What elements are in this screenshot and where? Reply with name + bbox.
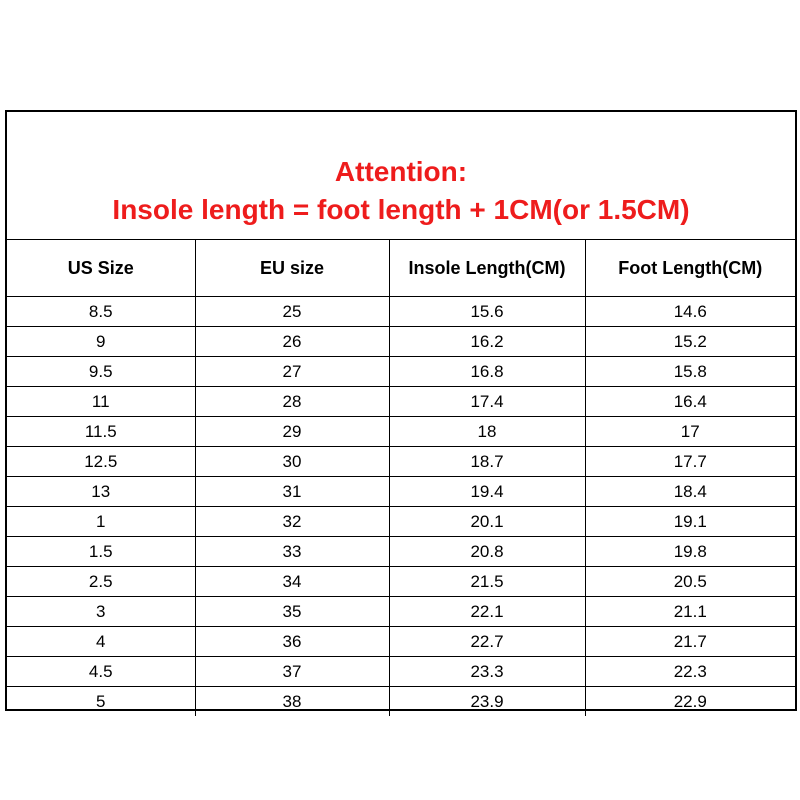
- size-chart: [5, 110, 797, 711]
- foot-length-cell: 18.4: [585, 477, 795, 507]
- insole-length-cell: 23.9: [389, 687, 585, 717]
- eu-size-cell: 28: [195, 387, 389, 417]
- eu-size-cell: 29: [195, 417, 389, 447]
- eu-size-cell: 34: [195, 567, 389, 597]
- insole-length-cell: 18: [389, 417, 585, 447]
- us-size-cell: 11.5: [7, 417, 195, 447]
- us-size-cell: 4: [7, 627, 195, 657]
- us-size-cell: 3: [7, 597, 195, 627]
- eu-size-cell: 32: [195, 507, 389, 537]
- eu-size-cell: 35: [195, 597, 389, 627]
- table-row: [7, 417, 795, 447]
- foot-length-cell: 22.9: [673, 691, 707, 711]
- table-row: [7, 537, 795, 567]
- eu-size-cell: 25: [195, 297, 389, 327]
- eu-size-cell: 36: [195, 627, 389, 657]
- eu-size-cell: 30: [195, 447, 389, 477]
- foot-length-cell: 22.3: [585, 657, 795, 687]
- insole-length-cell: 20.1: [389, 507, 585, 537]
- table-row: [7, 597, 795, 627]
- eu-size-cell: 38: [195, 687, 389, 717]
- foot-length-cell: 15.8: [585, 357, 795, 387]
- foot-length-cell: 20.5: [585, 567, 795, 597]
- header-eu-size: EU size: [195, 240, 389, 297]
- insole-length-cell: 22.1: [389, 597, 585, 627]
- us-size-cell: 4.5: [7, 657, 195, 687]
- header-insole-length: Insole Length(CM): [389, 240, 585, 297]
- header-foot-length: Foot Length(CM): [585, 240, 795, 297]
- table-row: [7, 387, 795, 417]
- us-size-cell: 11: [7, 387, 195, 417]
- size-table: [7, 240, 795, 716]
- insole-length-cell: 21.5: [389, 567, 585, 597]
- eu-size-cell: 31: [195, 477, 389, 507]
- attention-banner: [7, 112, 795, 240]
- insole-length-cell: 23.3: [389, 657, 585, 687]
- us-size-cell: 5: [7, 687, 195, 717]
- us-size-cell: 9: [7, 327, 195, 357]
- us-size-cell: 1: [7, 507, 195, 537]
- eu-size-cell: 33: [195, 537, 389, 567]
- us-size-cell: 1.5: [7, 537, 195, 567]
- table-row: [7, 447, 795, 477]
- header-row: [7, 240, 795, 297]
- foot-length-cell: 17.7: [585, 447, 795, 477]
- insole-length-cell: 18.7: [389, 447, 585, 477]
- us-size-cell: 12.5: [7, 447, 195, 477]
- insole-length-cell: 19.4: [389, 477, 585, 507]
- table-row: [7, 477, 795, 507]
- table-row: [7, 687, 795, 717]
- insole-length-cell: 22.7: [389, 627, 585, 657]
- table-row: [7, 327, 795, 357]
- attention-formula: Insole length = foot length + 1CM(or 1.5CM): [112, 194, 690, 225]
- eu-size-cell: 27: [195, 357, 389, 387]
- table-row: [7, 297, 795, 327]
- eu-size-cell: 37: [195, 657, 389, 687]
- insole-length-cell: 16.8: [389, 357, 585, 387]
- insole-length-cell: 16.2: [389, 327, 585, 357]
- foot-length-cell: 17: [585, 417, 795, 447]
- header-us-size: US Size: [7, 240, 195, 297]
- table-row: [7, 627, 795, 657]
- foot-length-cell: 19.8: [585, 537, 795, 567]
- table-body: [7, 297, 795, 717]
- us-size-cell: 13: [7, 477, 195, 507]
- table-row: [7, 657, 795, 687]
- us-size-cell: 2.5: [7, 567, 195, 597]
- attention-title: Attention:: [334, 156, 468, 187]
- foot-length-cell: 15.2: [585, 327, 795, 357]
- us-size-cell: 8.5: [7, 297, 195, 327]
- foot-length-cell: 14.6: [585, 297, 795, 327]
- eu-size-cell: 26: [195, 327, 389, 357]
- insole-length-cell: 15.6: [389, 297, 585, 327]
- foot-length-cell: 19.1: [585, 507, 795, 537]
- foot-length-cell: 16.4: [585, 387, 795, 417]
- foot-length-cell: 21.1: [585, 597, 795, 627]
- table-row: [7, 507, 795, 537]
- insole-length-cell: 17.4: [389, 387, 585, 417]
- insole-length-cell: 20.8: [389, 537, 585, 567]
- table-row: [7, 567, 795, 597]
- us-size-cell: 9.5: [7, 357, 195, 387]
- foot-length-cell: 21.7: [585, 627, 795, 657]
- table-row: [7, 357, 795, 387]
